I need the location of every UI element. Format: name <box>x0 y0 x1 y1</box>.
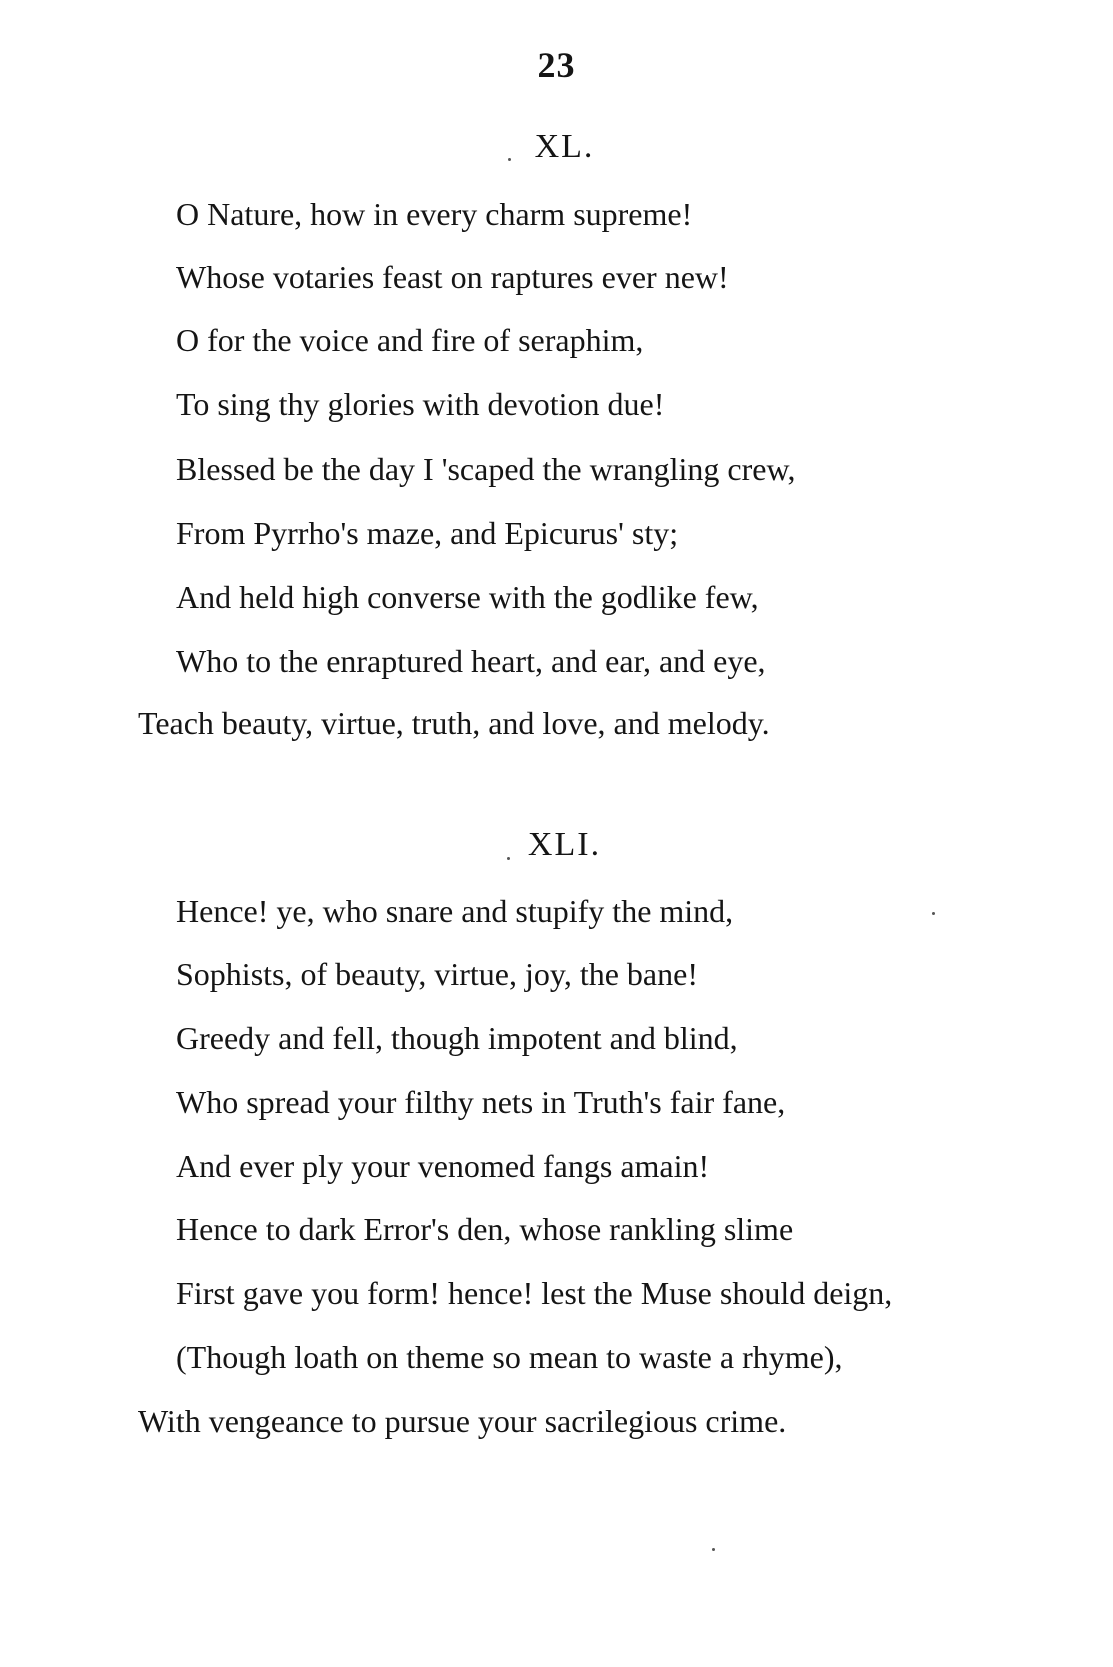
poem-line: To sing thy glories with devotion due! <box>176 386 665 422</box>
scan-speck <box>712 1548 715 1551</box>
poem-line: Who spread your filthy nets in Truth's fair fane, <box>176 1084 786 1120</box>
poem-line: Hence to dark Error's den, whose rankling slime <box>176 1211 794 1247</box>
poem-line: First gave you form! hence! lest the Muse should deign, <box>176 1275 893 1311</box>
poem-line: Greedy and fell, though impotent and blind, <box>176 1020 738 1056</box>
poem-line-alexandrine: Teach beauty, virtue, truth, and love, and melody. <box>138 705 770 741</box>
poem-line: And held high converse with the godlike few, <box>176 579 759 615</box>
scan-speck <box>507 857 510 860</box>
poem-line: O Nature, how in every charm supreme! <box>176 196 693 232</box>
stanza-numeral: XLI. <box>527 826 602 863</box>
poem-line: O for the voice and fire of seraphim, <box>176 322 644 358</box>
poem-line: (Though loath on theme so mean to waste a rhyme), <box>176 1339 843 1375</box>
page-number: 23 <box>537 45 576 85</box>
scan-speck <box>508 158 511 161</box>
poem-line: From Pyrrho's maze, and Epicurus' sty; <box>176 515 679 551</box>
poem-line-alexandrine: With vengeance to pursue your sacrilegious crime. <box>138 1403 787 1439</box>
poem-line: Who to the enraptured heart, and ear, and eye, <box>176 643 766 679</box>
poem-line: Sophists, of beauty, virtue, joy, the bane! <box>176 956 698 992</box>
poem-line: And ever ply your venomed fangs amain! <box>176 1148 710 1184</box>
poem-line: Hence! ye, who snare and stupify the mind, <box>176 893 734 929</box>
poem-line: Blessed be the day I 'scaped the wrangling crew, <box>176 451 796 487</box>
poem-line: Whose votaries feast on raptures ever new! <box>176 259 729 295</box>
scan-speck <box>932 912 935 915</box>
stanza-numeral: XL. <box>534 128 595 165</box>
